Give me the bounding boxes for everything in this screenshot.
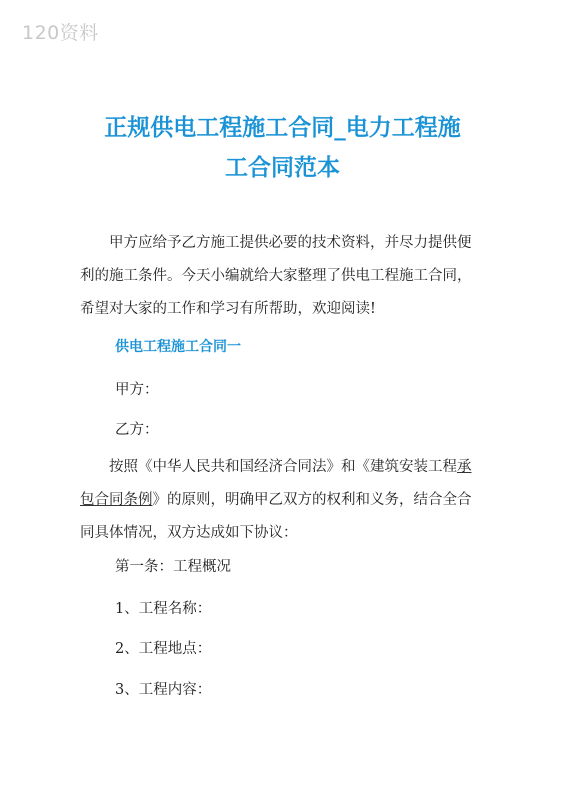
item-project-name: 1、工程名称： [115,601,212,617]
party-b-line: 乙方： [115,422,159,438]
item-project-location: 2、工程地点： [115,641,212,657]
document-title [70,108,495,188]
contract-regulation-link-part-2[interactable]: 包合同条例 [80,492,153,508]
basis-line-1 [80,451,490,484]
contract-regulation-link-part-1[interactable]: 承 [457,459,472,475]
intro-paragraph [80,227,490,326]
watermark-logo: 120资料 [22,22,99,44]
party-a-line: 甲方： [115,382,159,398]
title-line-2: 工合同范本 [225,155,340,181]
section-heading: 供电工程施工合同一 [115,339,241,355]
article-1-heading: 第一条：工程概况 [115,559,231,575]
intro-line-1: 甲方应给予乙方施工提供必要的技术资料，并尽力提供便 [80,235,472,251]
title-line-1: 正规供电工程施工合同_电力工程施 [104,115,461,141]
item-project-content: 3、工程内容： [115,682,212,698]
basis-paragraph [80,451,490,550]
basis-line-3: 同具体情况，双方达成如下协议： [80,525,298,541]
intro-line-2: 利的施工条件。今天小编就给大家整理了供电工程施工合同， [80,268,472,284]
basis-line-2-text: 》的原则，明确甲乙双方的权利和义务，结合全合 [152,492,472,508]
basis-line-1-text: 按照《中华人民共和国经济合同法》和《建筑安装工程 [80,459,457,475]
basis-line-2 [80,484,490,517]
intro-line-3: 希望对大家的工作和学习有所帮助，欢迎阅读! [80,301,376,317]
